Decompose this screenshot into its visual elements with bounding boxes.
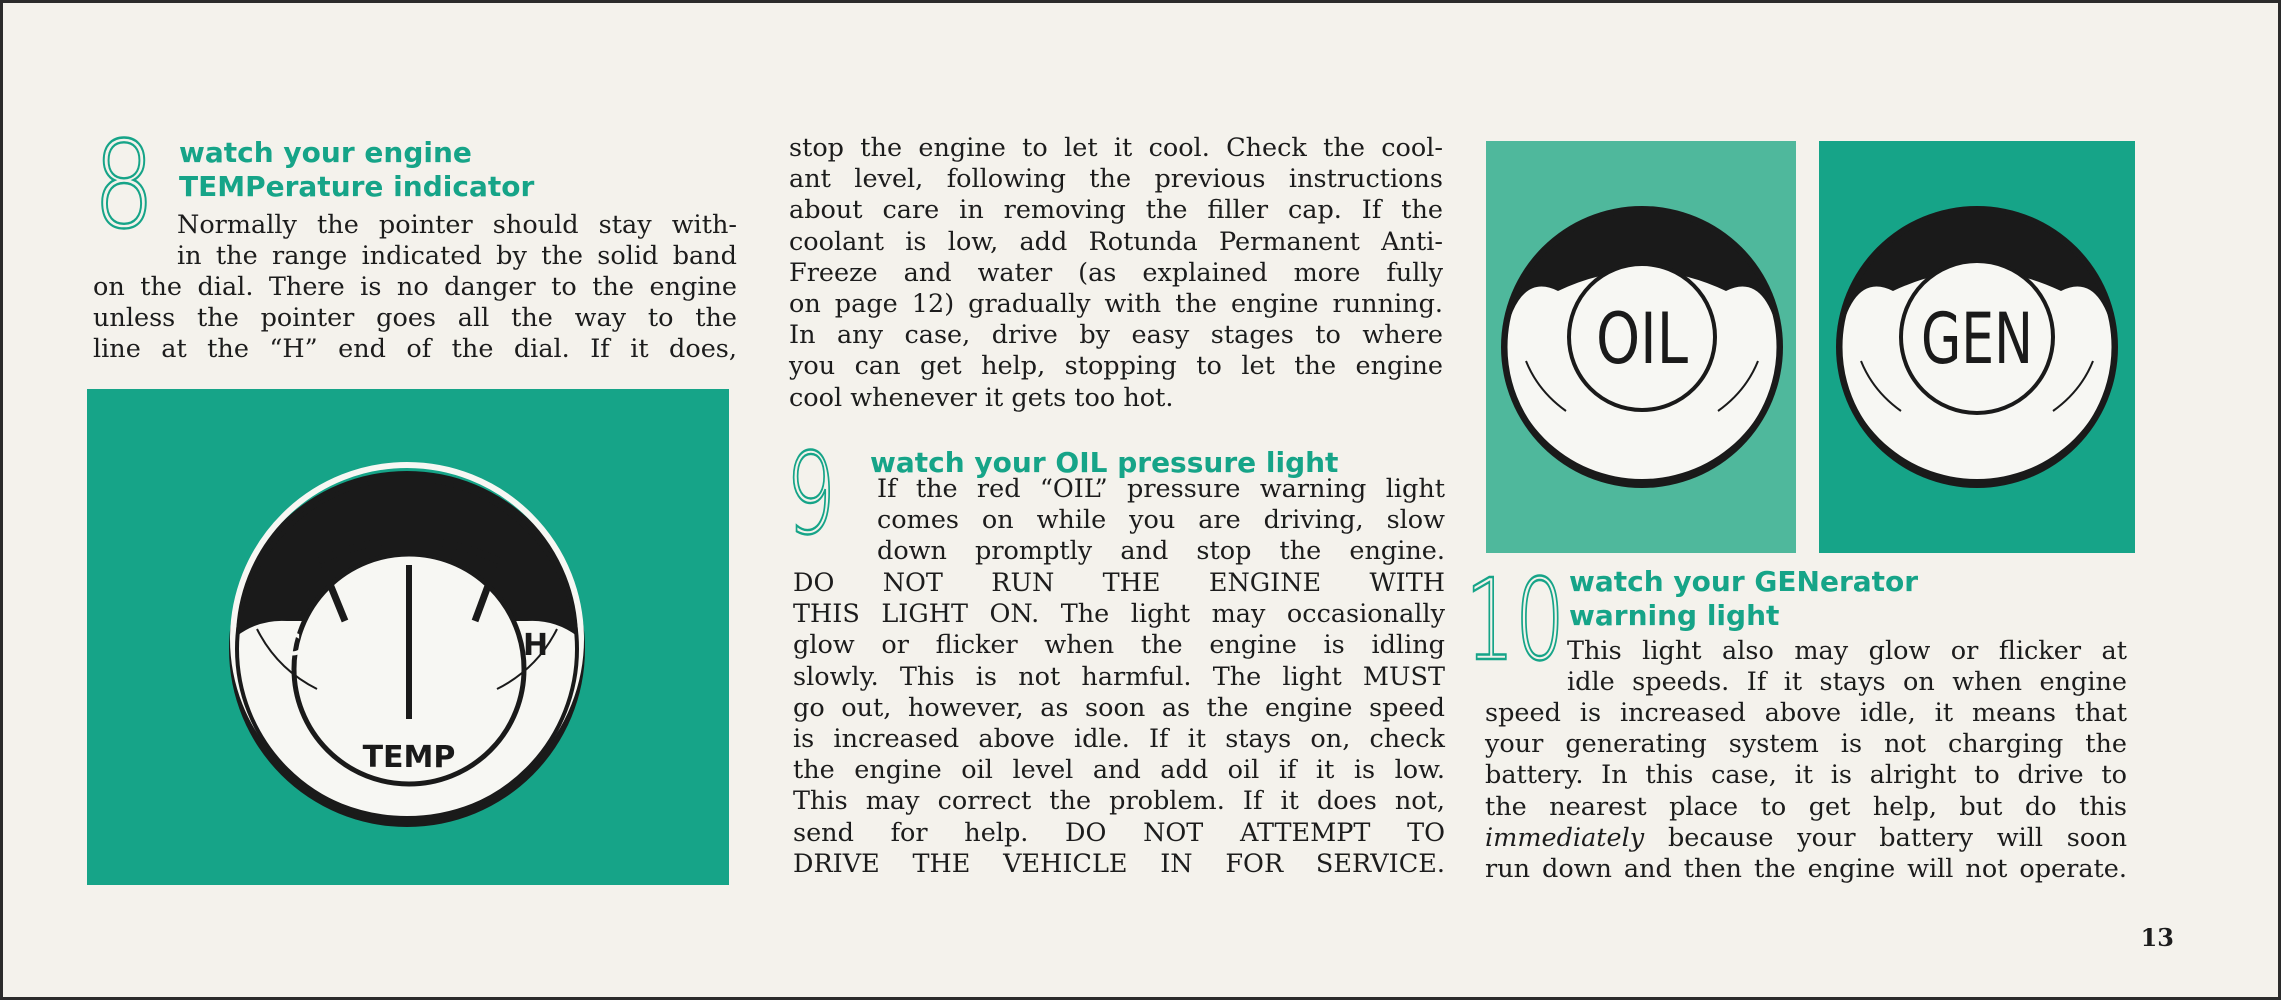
gen-body-wide: [1485, 698, 2127, 885]
gen-line-7-rest: because your battery will soon: [1644, 822, 2127, 853]
temp-heading-line1: watch your engine: [179, 136, 472, 169]
gen-heading: [1569, 565, 1918, 633]
temp-gauge-h: H: [523, 628, 549, 663]
gen-line-8: run down and then the engine will not operate.: [1485, 854, 2127, 885]
oil-heading: watch your OIL pressure light: [870, 446, 1339, 479]
oil-line-10: the engine oil level and add oil if it is low.: [793, 755, 1445, 786]
temp-line-4: unless the pointer goes all the way to the: [93, 303, 737, 334]
oil-line-3: down promptly and stop the engine.: [877, 536, 1445, 567]
temp-body: [177, 210, 737, 272]
gen-light-panel: [1819, 141, 2135, 553]
svg-text:8: 8: [93, 117, 155, 256]
temp-line-3: on the dial. There is no danger to the engine: [93, 272, 737, 302]
gen-line-2: idle speeds. If it stays on when engine: [1567, 667, 2127, 698]
gen-body: [1567, 636, 2127, 698]
gen-line-7: [1485, 823, 2127, 854]
temp-cont-line-9: cool whenever it gets too hot.: [789, 382, 1174, 413]
oil-light-label: OIL: [1596, 298, 1688, 380]
temp-cont-line-8: you can get help, stopping to let the engine: [789, 351, 1443, 382]
oil-light-panel: [1486, 141, 1796, 553]
gen-line-4: your generating system is not charging the: [1485, 729, 2127, 760]
oil-body: [877, 474, 1445, 568]
oil-line-7: slowly. This is not harmful. The light MUST: [793, 661, 1445, 692]
temp-heading: [179, 136, 534, 204]
temp-heading-line2: TEMPerature indicator: [179, 170, 535, 203]
temp-body-wide: [93, 272, 737, 366]
temp-gauge-panel: [87, 389, 729, 885]
gen-line-5: battery. In this case, it is alright to drive to: [1485, 760, 2127, 791]
oil-line-4: DO NOT RUN THE ENGINE WITH: [793, 568, 1445, 598]
temp-line-1: Normally the pointer should stay with-: [177, 210, 737, 240]
gen-line-3: speed is increased above idle, it means that: [1485, 698, 2127, 728]
temp-cont-line-3: about care in removing the filler cap. If the: [789, 195, 1443, 226]
svg-text:9: 9: [786, 430, 836, 560]
oil-line-1: If the red “OIL” pressure warning light: [877, 474, 1445, 504]
gen-line-6: the nearest place to get help, but do this: [1485, 791, 2127, 822]
gen-light-label: GEN: [1921, 298, 2033, 380]
oil-line-9: is increased above idle. If it stays on, check: [793, 724, 1445, 755]
temp-cont-line-1: stop the engine to let it cool. Check the cool-: [789, 133, 1443, 163]
temp-line-5: line at the “H” end of the dial. If it does,: [93, 334, 737, 365]
oil-line-13: DRIVE THE VEHICLE IN FOR SERVICE.: [793, 848, 1445, 879]
oil-line-5: THIS LIGHT ON. The light may occasionally: [793, 599, 1445, 630]
section-number-8: [89, 117, 159, 256]
temp-continued-body: [789, 133, 1443, 414]
temp-line-2: in the range indicated by the solid band: [177, 241, 737, 272]
section-number-10: [1461, 556, 1569, 686]
oil-body-wide: [793, 568, 1445, 880]
svg-text:10: 10: [1465, 556, 1565, 686]
section-number-9: [783, 430, 839, 560]
page-number: 13: [2140, 923, 2174, 952]
gen-heading-line1: watch your GENerator: [1569, 565, 1919, 598]
oil-line-6: glow or flicker when the engine is idling: [793, 630, 1445, 661]
oil-line-12: send for help. DO NOT ATTEMPT TO: [793, 817, 1445, 848]
oil-line-11: This may correct the problem. If it does not,: [793, 786, 1445, 817]
temp-cont-line-4: coolant is low, add Rotunda Permanent Anti-: [789, 226, 1443, 257]
temp-cont-line-7: In any case, drive by easy stages to where: [789, 320, 1443, 351]
oil-line-2: comes on while you are driving, slow: [877, 505, 1445, 536]
temp-gauge-label: TEMP: [362, 740, 456, 775]
gen-italic-word: immediately: [1485, 822, 1645, 853]
gen-line-1: This light also may glow or flicker at: [1567, 636, 2127, 666]
temp-cont-line-6: on page 12) gradually with the engine running.: [789, 289, 1443, 320]
oil-line-8: go out, however, as soon as the engine speed: [793, 692, 1445, 723]
temp-cont-line-2: ant level, following the previous instructions: [789, 164, 1443, 195]
gen-heading-line2: warning light: [1569, 599, 1780, 632]
temp-gauge-c: C: [279, 628, 302, 663]
temp-cont-line-5: Freeze and water (as explained more fully: [789, 257, 1443, 288]
